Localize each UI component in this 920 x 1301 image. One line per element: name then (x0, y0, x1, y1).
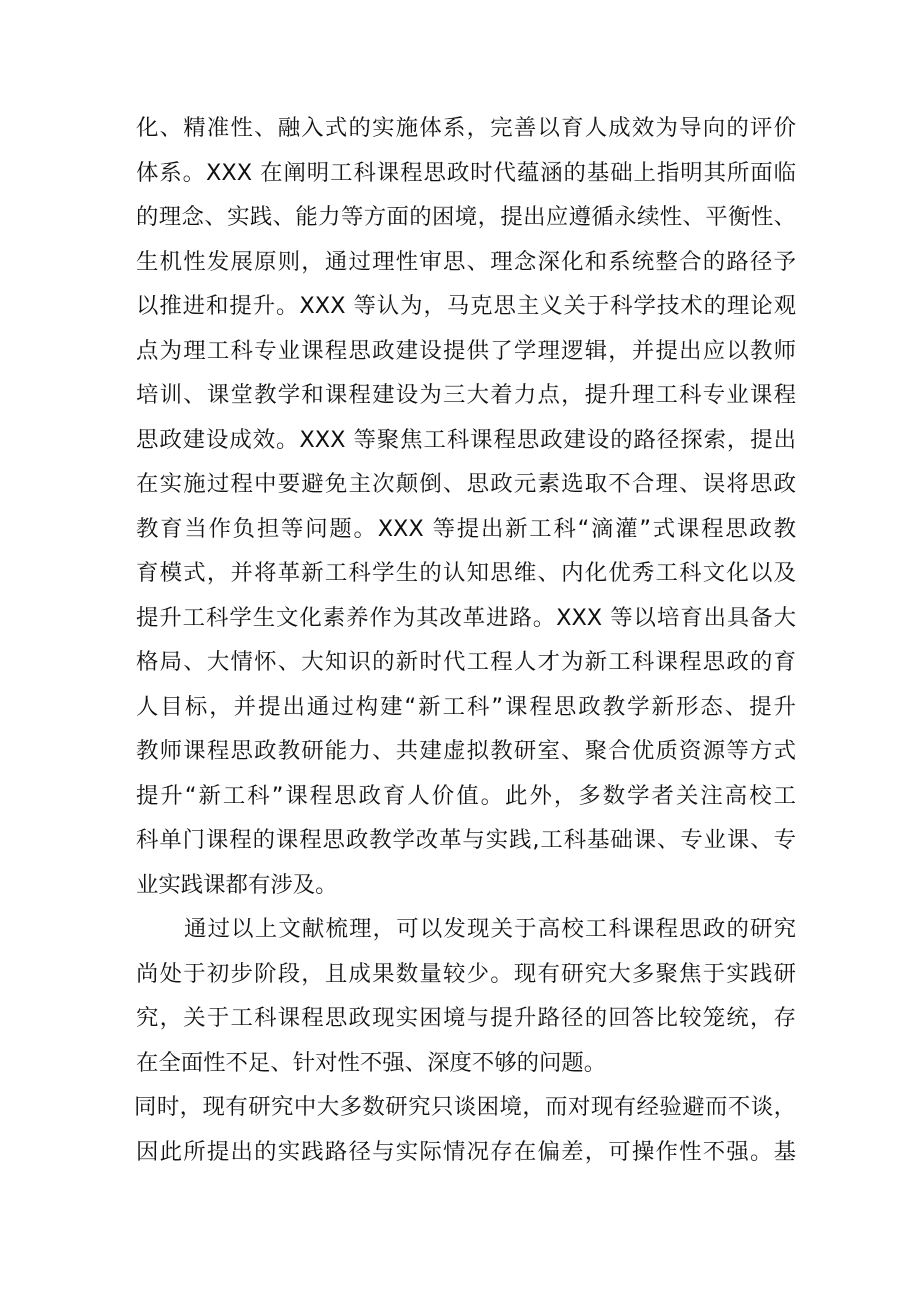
text-line: 教师课程思政教研能力、共建虚拟教研室、聚合优质资源等方式 (136, 738, 796, 764)
text-line: 格局、大情怀、大知识的新时代工程人才为新工科课程思政的育 (136, 649, 796, 675)
text-line: 体系。XXX 在阐明工科课程思政时代蕴涵的基础上指明其所面临 (136, 159, 796, 186)
text-line: 通过以上文献梳理，可以发现关于高校工科课程思政的研究 (184, 916, 796, 942)
paragraph-2 (136, 907, 796, 1085)
text-line: 生机性发展原则，通过理性审思、理念深化和系统整合的路径予 (136, 248, 796, 275)
body-text (136, 106, 796, 1174)
text-line: 因此所提出的实践路径与实际情况存在偏差，可操作性不强。基 (136, 1138, 796, 1165)
text-line: 以推进和提升。XXX 等认为，马克思主义关于科学技术的理论观 (136, 293, 796, 319)
text-line: 究，关于工科课程思政现实困境与提升路径的回答比较笼统，存 (136, 1005, 796, 1031)
text-line: 在实施过程中要避免主次颠倒、思政元素选取不合理、误将思政 (136, 471, 796, 497)
paragraph-1 (136, 106, 796, 907)
text-line: 思政建设成效。XXX 等聚焦工科课程思政建设的路径探索，提出 (136, 426, 796, 453)
text-line: 科单门课程的课程思政教学改革与实践,工科基础课、专业课、专 (136, 827, 796, 853)
text-line: 同时，现有研究中大多数研究只谈困境，而对现有经验避而不谈， (134, 1094, 796, 1120)
text-line: 人目标，并提出通过构建“新工科”课程思政教学新形态、提升 (136, 693, 796, 720)
text-line: 提升“新工科”课程思政育人价值。此外，多数学者关注高校工 (136, 782, 796, 809)
text-line: 培训、课堂教学和课程建设为三大着力点，提升理工科专业课程 (136, 382, 796, 408)
text-line: 点为理工科专业课程思政建设提供了学理逻辑，并提出应以教师 (136, 337, 796, 364)
text-line: 教育当作负担等问题。XXX 等提出新工科“滴灌”式课程思政教 (136, 515, 796, 542)
text-line: 提升工科学生文化素养作为其改革进路。XXX 等以培育出具备大 (136, 604, 796, 631)
text-line: 育模式，并将革新工科学生的认知思维、内化优秀工科文化以及 (136, 560, 796, 586)
text-line: 的理念、实践、能力等方面的困境，提出应遵循永续性、平衡性、 (136, 204, 796, 230)
paragraph-3 (136, 1085, 796, 1174)
text-line: 尚处于初步阶段，且成果数量较少。现有研究大多聚焦于实践研 (136, 960, 796, 987)
text-line: 在全面性不足、针对性不强、深度不够的问题。 (136, 1049, 607, 1076)
text-line: 业实践课都有涉及。 (136, 871, 338, 898)
text-line: 化、精准性、融入式的实施体系，完善以育人成效为导向的评价 (136, 115, 796, 141)
